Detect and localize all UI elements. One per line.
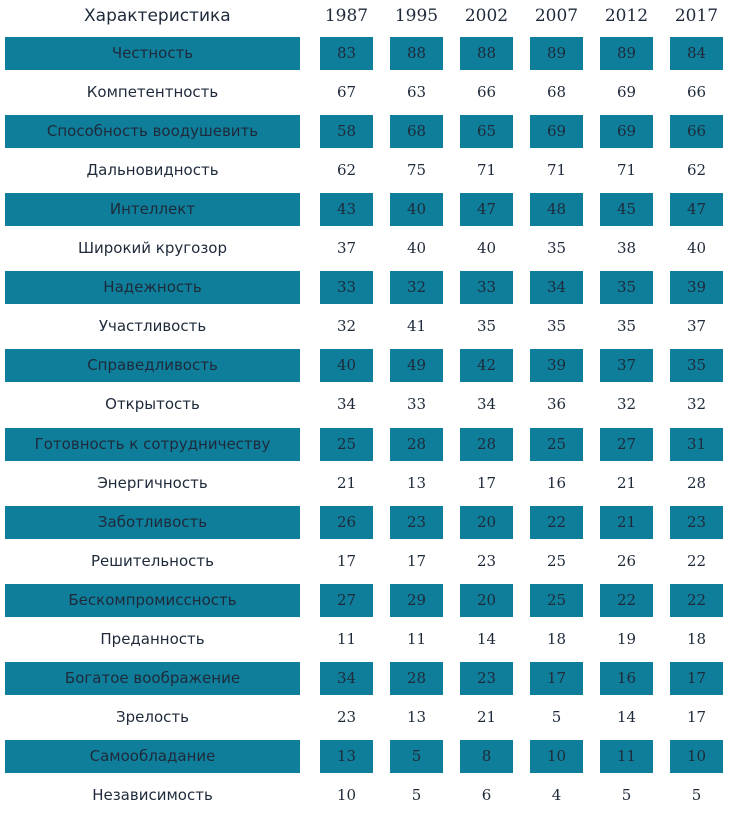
value-cell: 27 [600,428,653,461]
value-cell: 83 [320,37,373,70]
value-cell: 62 [336,161,357,179]
value-cell: 6 [481,786,492,804]
table-row [0,506,729,539]
value-cell: 36 [546,395,567,413]
value-cell: 40 [320,349,373,382]
row-label: Честность [5,37,300,70]
value-cell: 37 [600,349,653,382]
value-cell: 32 [336,317,357,335]
value-cell: 39 [670,271,723,304]
value-cell: 66 [476,83,497,101]
table-row [0,115,729,148]
value-cell: 35 [546,317,567,335]
value-cell: 58 [320,115,373,148]
value-cell: 66 [670,115,723,148]
value-cell: 89 [600,37,653,70]
table-row [0,271,729,304]
value-cell: 34 [476,395,497,413]
row-label: Зрелость [116,708,189,726]
value-cell: 22 [686,552,707,570]
row-label: Участливость [98,317,207,335]
value-cell: 32 [616,395,637,413]
row-label: Самообладание [5,740,300,773]
value-cell: 28 [686,474,707,492]
value-cell: 22 [670,584,723,617]
value-cell: 43 [320,193,373,226]
value-cell: 69 [616,83,637,101]
row-label: Интеллект [5,193,300,226]
table-row [0,779,729,812]
value-cell: 18 [546,630,567,648]
value-cell: 22 [600,584,653,617]
value-cell: 35 [476,317,497,335]
table-row [0,232,729,265]
value-cell: 40 [406,239,427,257]
value-cell: 89 [530,37,583,70]
value-cell: 27 [320,584,373,617]
value-cell: 75 [406,161,427,179]
value-cell: 17 [476,474,497,492]
value-cell: 37 [336,239,357,257]
row-label: Способность воодушевить [5,115,300,148]
value-cell: 62 [686,161,707,179]
value-cell: 26 [320,506,373,539]
value-cell: 71 [476,161,497,179]
value-cell: 47 [460,193,513,226]
value-cell: 66 [686,83,707,101]
value-cell: 11 [406,630,427,648]
table-row [0,154,729,187]
table-row [0,310,729,343]
value-cell: 20 [460,584,513,617]
row-label: Заботливость [5,506,300,539]
row-label: Открытость [105,395,200,413]
value-cell: 5 [390,740,443,773]
value-cell: 23 [460,662,513,695]
value-cell: 26 [616,552,637,570]
table-row [0,349,729,382]
value-cell: 33 [320,271,373,304]
table-row [0,662,729,695]
value-cell: 39 [530,349,583,382]
row-label: Надежность [5,271,300,304]
table-row [0,467,729,500]
value-cell: 34 [320,662,373,695]
value-cell: 71 [546,161,567,179]
value-cell: 34 [530,271,583,304]
value-cell: 32 [686,395,707,413]
row-label: Решительность [91,552,214,570]
value-cell: 40 [686,239,707,257]
table-row [0,428,729,461]
header-label: Характеристика [84,6,231,26]
value-cell: 84 [670,37,723,70]
value-cell: 63 [406,83,427,101]
value-cell: 47 [670,193,723,226]
table-row [0,37,729,70]
value-cell: 5 [551,708,562,726]
row-label: Широкий кругозор [77,239,227,257]
value-cell: 17 [406,552,427,570]
value-cell: 41 [406,317,427,335]
value-cell: 35 [670,349,723,382]
value-cell: 71 [616,161,637,179]
row-label: Готовность к сотрудничеству [5,428,300,461]
value-cell: 11 [336,630,357,648]
value-cell: 37 [686,317,707,335]
value-cell: 25 [320,428,373,461]
value-cell: 13 [406,708,427,726]
value-cell: 16 [546,474,567,492]
value-cell: 35 [546,239,567,257]
value-cell: 28 [390,428,443,461]
value-cell: 23 [336,708,357,726]
value-cell: 38 [616,239,637,257]
value-cell: 10 [530,740,583,773]
header-year: 1987 [324,6,369,26]
value-cell: 19 [616,630,637,648]
value-cell: 32 [390,271,443,304]
value-cell: 17 [670,662,723,695]
value-cell: 17 [686,708,707,726]
value-cell: 88 [390,37,443,70]
value-cell: 31 [670,428,723,461]
value-cell: 17 [336,552,357,570]
value-cell: 88 [460,37,513,70]
value-cell: 25 [546,552,567,570]
value-cell: 23 [476,552,497,570]
value-cell: 5 [691,786,702,804]
value-cell: 65 [460,115,513,148]
row-label: Дальновидность [86,161,219,179]
header-year: 2007 [534,6,579,26]
value-cell: 34 [336,395,357,413]
value-cell: 33 [406,395,427,413]
value-cell: 16 [600,662,653,695]
row-label: Энергичность [97,474,208,492]
table-row [0,584,729,617]
row-label: Бескомпромиссность [5,584,300,617]
table-row [0,193,729,226]
value-cell: 67 [336,83,357,101]
header-year: 1995 [394,6,439,26]
table-row [0,623,729,656]
value-cell: 14 [616,708,637,726]
value-cell: 11 [600,740,653,773]
header-year: 2002 [464,6,509,26]
value-cell: 17 [530,662,583,695]
value-cell: 23 [390,506,443,539]
value-cell: 21 [616,474,637,492]
value-cell: 49 [390,349,443,382]
value-cell: 35 [616,317,637,335]
value-cell: 69 [600,115,653,148]
row-label: Богатое воображение [5,662,300,695]
value-cell: 40 [476,239,497,257]
table-row [0,545,729,578]
row-label: Справедливость [5,349,300,382]
table-row [0,388,729,421]
value-cell: 21 [600,506,653,539]
value-cell: 10 [670,740,723,773]
table-row [0,740,729,773]
value-cell: 5 [411,786,422,804]
value-cell: 40 [390,193,443,226]
value-cell: 18 [686,630,707,648]
header-year: 2012 [604,6,649,26]
value-cell: 25 [530,584,583,617]
value-cell: 33 [460,271,513,304]
value-cell: 13 [320,740,373,773]
value-cell: 23 [670,506,723,539]
value-cell: 29 [390,584,443,617]
value-cell: 5 [621,786,632,804]
row-label: Независимость [92,786,213,804]
header-year: 2017 [674,6,719,26]
value-cell: 68 [546,83,567,101]
table-row [0,76,729,109]
value-cell: 8 [460,740,513,773]
table-row [0,701,729,734]
value-cell: 69 [530,115,583,148]
value-cell: 28 [390,662,443,695]
value-cell: 25 [530,428,583,461]
value-cell: 14 [476,630,497,648]
value-cell: 4 [551,786,562,804]
row-label: Преданность [100,630,205,648]
value-cell: 10 [336,786,357,804]
value-cell: 48 [530,193,583,226]
value-cell: 21 [336,474,357,492]
value-cell: 21 [476,708,497,726]
value-cell: 35 [600,271,653,304]
value-cell: 28 [460,428,513,461]
value-cell: 42 [460,349,513,382]
value-cell: 68 [390,115,443,148]
value-cell: 13 [406,474,427,492]
value-cell: 22 [530,506,583,539]
value-cell: 45 [600,193,653,226]
value-cell: 20 [460,506,513,539]
row-label: Компетентность [86,83,219,101]
